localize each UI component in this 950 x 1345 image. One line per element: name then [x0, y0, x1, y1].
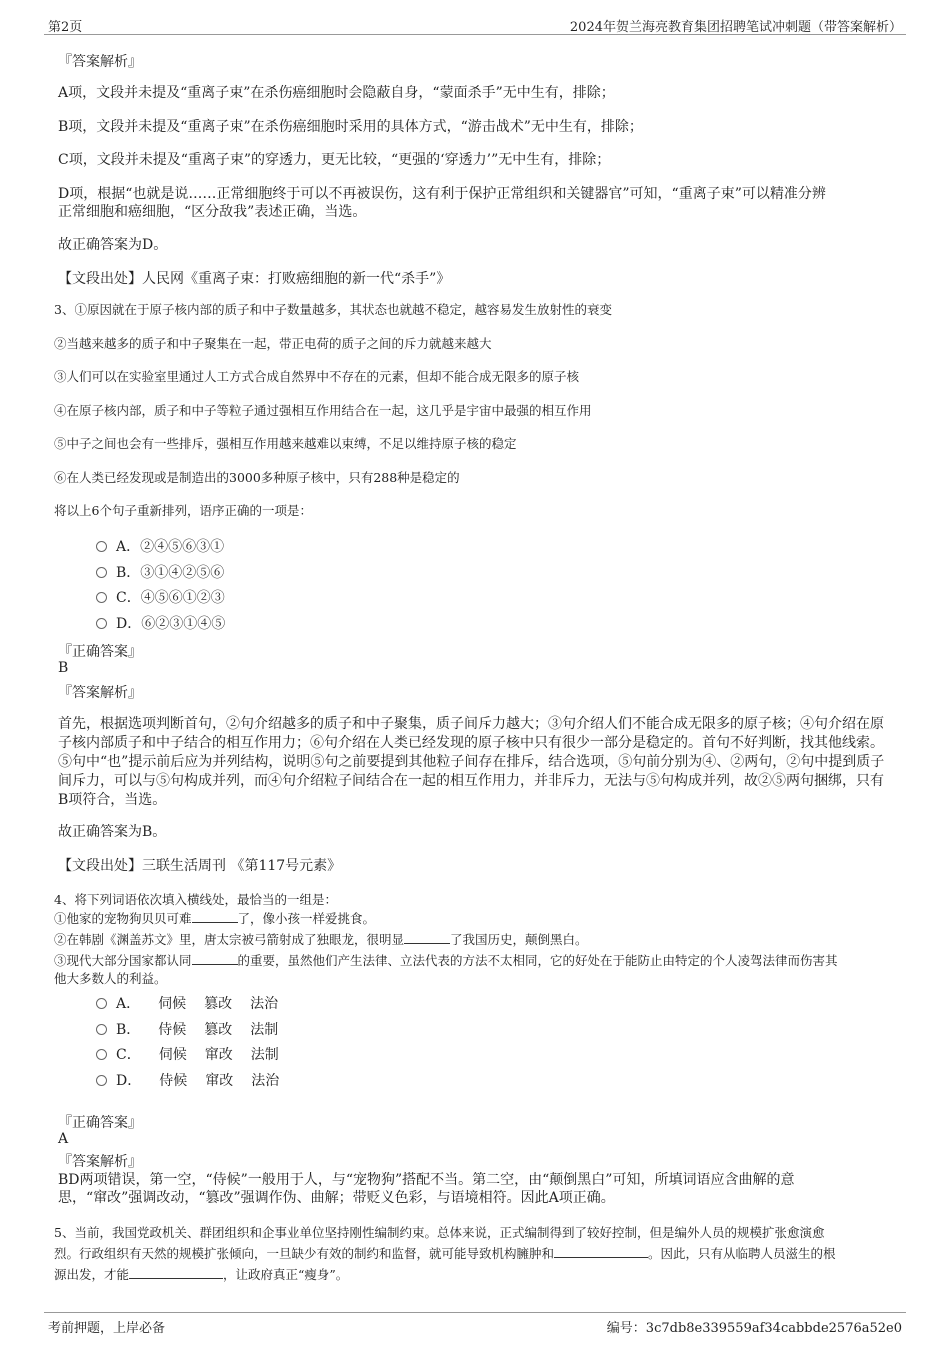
q4-sentence-3: ③现代大部分国家都认同 的重要，虽然他们产生法律、立法代表的方法不太相同，它的好处在于能防止由特定的个人凌驾法律而伤害其 [54, 953, 838, 968]
blank-line [554, 1246, 648, 1258]
q2-analysis-d-line2: 正常细胞和癌细胞，“区分敌我”表述正确，当选。 [58, 204, 367, 220]
blank-line [192, 953, 238, 965]
radio-icon[interactable] [96, 1075, 107, 1086]
q3-sentence-1: 3、①原因就在于原子核内部的质子和中子数量越多，其状态也就越不稳定，越容易发生放射性的衰变 [54, 302, 612, 317]
radio-icon[interactable] [96, 567, 107, 578]
radio-icon[interactable] [96, 1049, 107, 1060]
q4-option-b[interactable]: B． 侍候 篡改 法制 [96, 1019, 278, 1039]
q4-option-d[interactable]: D． 侍候 窜改 法治 [96, 1070, 279, 1090]
q3-source: 【文段出处】三联生活周刊 《第117号元素》 [58, 858, 342, 874]
q3-option-b[interactable]: B．③①④②⑤⑥ [96, 562, 224, 582]
q4-answer-label: 『正确答案』 [58, 1115, 142, 1131]
q5-line-1: 5、当前，我国党政机关、群团组织和企事业单位坚持刚性编制约束。总体来说，正式编制得到了较好控制，但是编外人员的规模扩张愈演愈 [54, 1225, 825, 1240]
q3-option-c[interactable]: C．④⑤⑥①②③ [96, 587, 225, 607]
blank-line [129, 1267, 223, 1279]
q3-option-a[interactable]: A．②④⑤⑥③① [96, 536, 224, 556]
q4-sentence-1: ①他家的宠物狗贝贝可难 了，像小孩一样爱挑食。 [54, 911, 376, 926]
q3-answer: B [58, 660, 69, 676]
q3-analysis-text: 首先，根据选项判断首句，②句介绍越多的质子和中子聚集，质子间斥力越大；③句介绍人们不能合成无限多的原子核；④句介绍在原子核内部质子和中子结合的相互作用力；⑥句介绍在人类已经发现的原子核中只有很少一部分是稳定的。首句不好判断，找其他线索。⑤句中“也”提示前后应为并列结构，说明⑤句之前要提到其他粒子间存在排斥，结合选项，⑤句前分别为④、②两句，②句中提到质子间斥力，可以与⑤句构成并列，而④句介绍粒子间结合在一起的相互作用力，并非斥力，无法与⑤句构成并列，故②⑤两句捆绑，只有B项符合，当选。 [58, 716, 885, 808]
radio-icon[interactable] [96, 592, 107, 603]
q4-sentence-3-cont: 他大多数人的利益。 [54, 971, 167, 986]
q2-analysis-d-line1: D项，根据“也就是说……正常细胞终于可以不再被误伤，这有利于保护正常组织和关键器官”可知，“重离子束”可以精准分辨 [58, 186, 826, 202]
q4-analysis-label: 『答案解析』 [58, 1154, 142, 1170]
q4-sentence-2: ②在韩剧《渊盖苏文》里，唐太宗被弓箭射成了独眼龙，很明显 了我国历史，颠倒黑白。 [54, 932, 588, 947]
q3-sentence-4: ④在原子核内部，质子和中子等粒子通过强相互作用结合在一起，这几乎是宇宙中最强的相互作用 [54, 403, 592, 418]
radio-icon[interactable] [96, 1024, 107, 1035]
document-id: 编号：3c7db8e339559af34cabbde2576a52e0 [606, 1321, 902, 1336]
q3-sentence-5: ⑤中子之间也会有一些排斥，强相互作用越来越难以束缚，不足以维持原子核的稳定 [54, 436, 517, 451]
q3-analysis-label: 『答案解析』 [58, 685, 142, 701]
q3-option-d[interactable]: D．⑥②③①④⑤ [96, 613, 225, 633]
footer-slogan: 考前押题，上岸必备 [48, 1321, 166, 1336]
q3-prompt: 将以上6个句子重新排列，语序正确的一项是： [54, 503, 312, 518]
q5-line-2: 烈。行政组织有天然的规模扩张倾向，一旦缺少有效的制约和监督，就可能导致机构臃肿和 。因此，只有从临聘人员滋生的根 [54, 1246, 836, 1261]
document-title: 2024年贺兰海亮教育集团招聘笔试冲刺题（带答案解析） [569, 20, 902, 35]
q4-answer: A [58, 1131, 69, 1147]
page-footer [44, 1312, 906, 1335]
page-header [44, 14, 906, 35]
q2-analysis-c: C项，文段并未提及“重离子束”的穿透力，更无比较，“更强的‘穿透力’”无中生有，排除； [58, 152, 611, 168]
q3-sentence-3: ③人们可以在实验室里通过人工方式合成自然界中不存在的元素，但却不能合成无限多的原子核 [54, 369, 580, 384]
q4-option-a[interactable]: A． 伺候 篡改 法治 [96, 993, 278, 1013]
q4-title: 4、将下列词语依次填入横线处，最恰当的一组是： [54, 892, 337, 907]
q2-analysis-label: 『答案解析』 [58, 54, 142, 70]
q4-analysis-line2: 思，“窜改”强调改动，“篡改”强调作伪、曲解；带贬义色彩，与语境相符。因此A项正确。 [58, 1190, 615, 1206]
q3-answer-label: 『正确答案』 [58, 644, 142, 660]
blank-line [192, 911, 238, 923]
q2-conclusion: 故正确答案为D。 [58, 237, 168, 253]
q3-conclusion: 故正确答案为B。 [58, 824, 167, 840]
q2-source: 【文段出处】人民网《重离子束：打败癌细胞的新一代“杀手”》 [58, 271, 451, 287]
blank-line [404, 932, 450, 944]
q2-analysis-b: B项，文段并未提及“重离子束”在杀伤癌细胞时采用的具体方式，“游击战术”无中生有，排除； [58, 119, 643, 135]
q4-option-c[interactable]: C． 伺候 窜改 法制 [96, 1044, 279, 1064]
radio-icon[interactable] [96, 541, 107, 552]
radio-icon[interactable] [96, 618, 107, 629]
radio-icon[interactable] [96, 998, 107, 1009]
q2-analysis-a: A项，文段并未提及“重离子束”在杀伤癌细胞时会隐蔽自身，“蒙面杀手”无中生有，排除； [58, 85, 615, 101]
q5-line-3: 源出发，才能 ，让政府真正“瘦身”。 [54, 1267, 349, 1282]
q4-analysis-line1: BD两项错误，第一空，“侍候”一般用于人，与“宠物狗”搭配不当。第二空，由“颠倒黑白”可知，所填词语应含曲解的意 [58, 1172, 795, 1188]
q3-sentence-2: ②当越来越多的质子和中子聚集在一起，带正电荷的质子之间的斥力就越来越大 [54, 336, 492, 351]
page-number: 第2页 [48, 20, 83, 35]
q3-sentence-6: ⑥在人类已经发现或是制造出的3000多种原子核中，只有288种是稳定的 [54, 470, 460, 485]
